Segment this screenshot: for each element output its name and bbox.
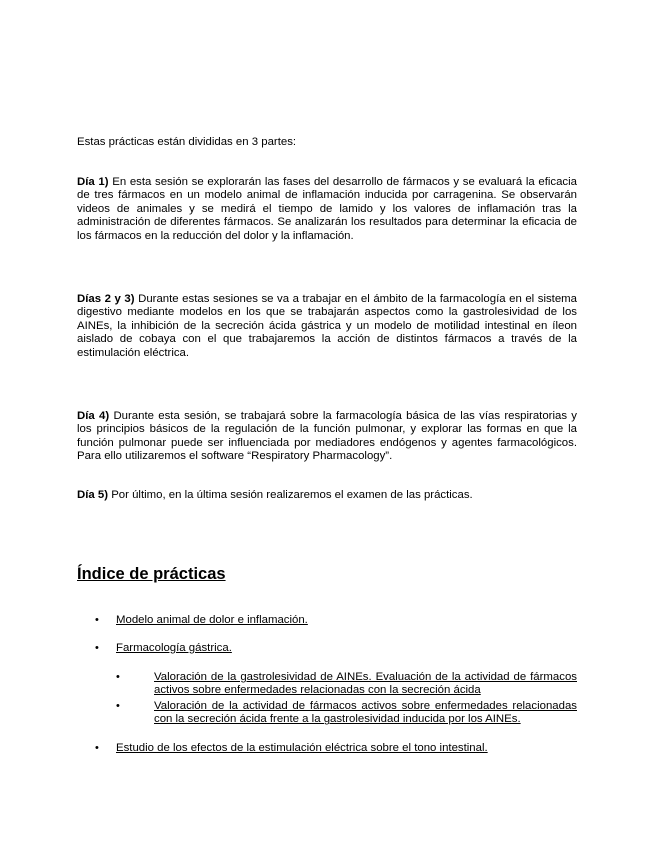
index-item-link[interactable]: Estudio de los efectos de la estimulación eléctrica sobre el tono intestinal. <box>116 742 488 754</box>
session-label: Día 5) <box>77 489 109 501</box>
index-item-link[interactable]: Farmacología gástrica. <box>116 642 232 654</box>
bullet-icon: • <box>116 671 120 683</box>
bullet-icon: • <box>95 642 99 654</box>
session-days-2-3 <box>77 293 577 360</box>
session-description: Durante esta sesión, se trabajará sobre la farmacología básica de las vías respiratorias y los principios básicos de la regulación de la función pulmonar, y explorar las formas en que la función pulmonar puede ser influenciada por mediadores endógenos y agentes farmacológicos. Para ello utilizaremos el software “Respiratory Pharmacology”. <box>77 410 577 463</box>
session-day-4 <box>77 410 577 464</box>
index-subitem-link[interactable]: Valoración de la gastrolesividad de AINEs. Evaluación de la actividad de fármacos activos sobre enfermedades relacionadas con la secreción ácida <box>154 671 577 697</box>
intro-text: Estas prácticas están divididas en 3 partes: <box>77 136 297 148</box>
bullet-icon: • <box>116 700 120 712</box>
session-day-1 <box>77 176 577 243</box>
index-title: Índice de prácticas <box>77 565 226 583</box>
bullet-icon: • <box>95 614 99 626</box>
index-subitem-link[interactable]: Valoración de la actividad de fármacos activos sobre enfermedades relacionadas con la secreción ácida frente a la gastrolesividad inducida por los AINEs. <box>154 700 577 726</box>
session-label: Día 4) <box>77 410 110 422</box>
session-description: Durante estas sesiones se va a trabajar en el ámbito de la farmacología en el sistema digestivo mediante modelos en los que se trabajarán aspectos como la gastrolesividad de los AINEs, la inhibición de la secreción ácida gástrica y un modelo de motilidad intestinal en íleon aislado de cobaya con el que trabajaremos la acción de distintos fármacos a través de la estimulación eléctrica. <box>77 293 578 359</box>
session-label: Día 1) <box>77 176 109 188</box>
session-description: En esta sesión se explorarán las fases del desarrollo de fármacos y se evaluará la eficacia de tres fármacos en un modelo animal de inflamación inducida por carragenina. Se observarán videos de animales y se medirá el tiempo de lamido y los valores de inflamación tras la administración de diferentes fármacos. Se analizarán los resultados para determinar la eficacia de los fármacos en la reducción del dolor y la inflamación. <box>77 176 577 242</box>
bullet-icon: • <box>95 742 99 754</box>
session-description: Por último, en la última sesión realizaremos el examen de las prácticas. <box>111 489 473 501</box>
index-item-link[interactable]: Modelo animal de dolor e inflamación. <box>116 614 308 626</box>
session-day-5 <box>77 489 577 502</box>
session-label: Días 2 y 3) <box>77 293 135 305</box>
